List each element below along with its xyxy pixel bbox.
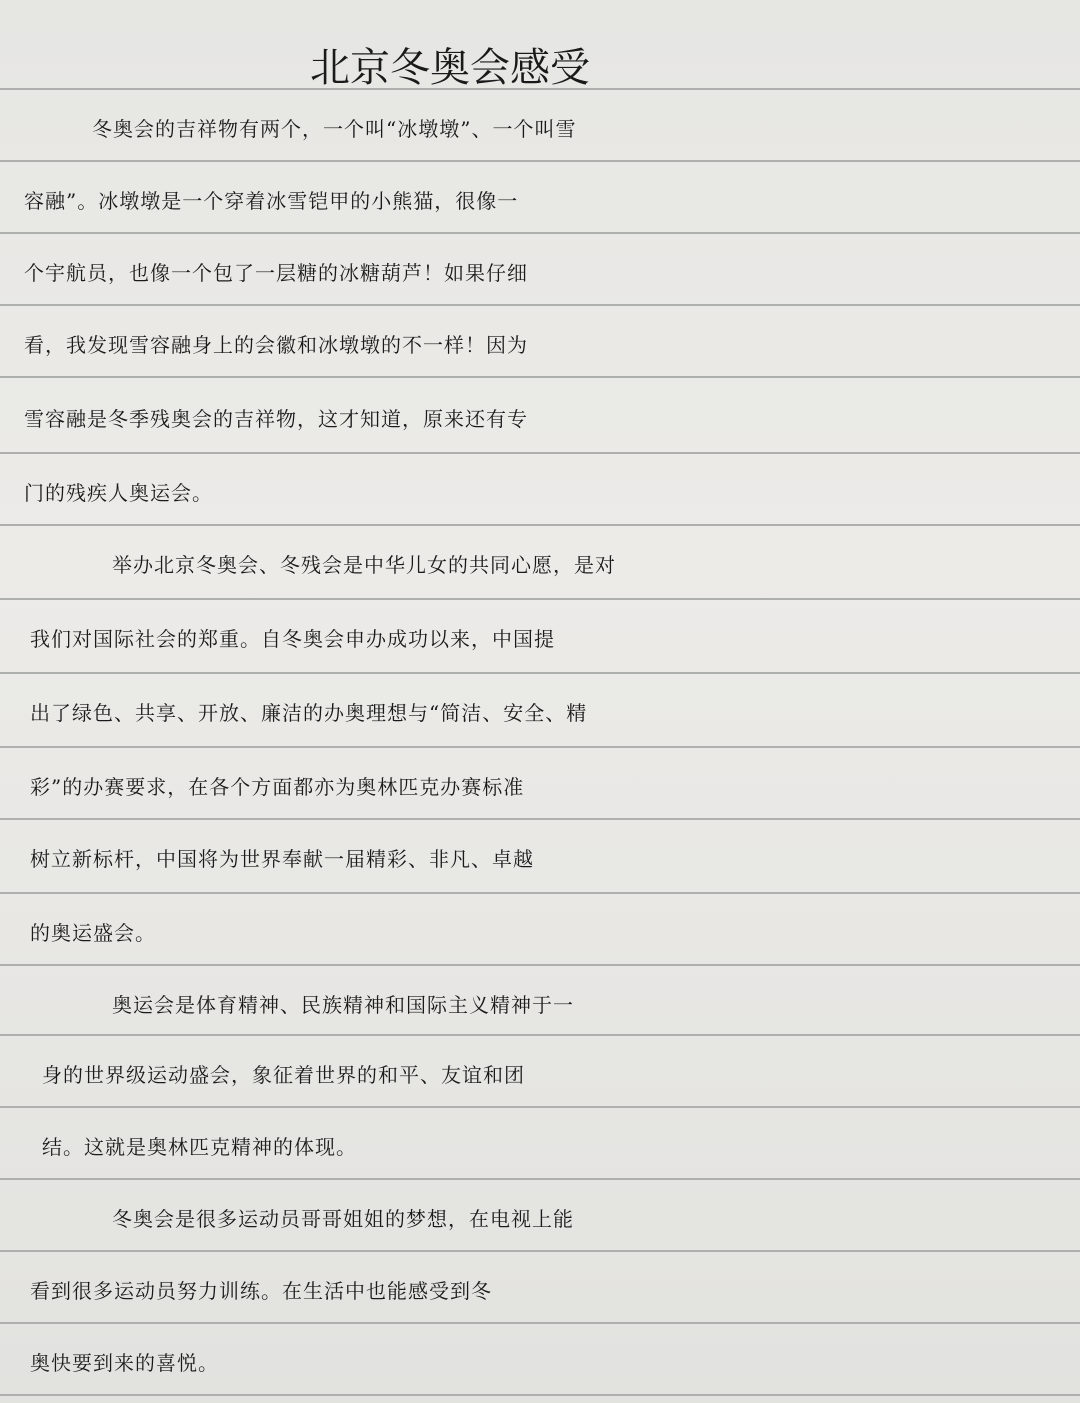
essay-line: 容融”。冰墩墩是一个穿着冰雪铠甲的小熊猫，很像一 — [24, 189, 519, 213]
essay-line: 奥快要到来的喜悦。 — [30, 1351, 219, 1375]
essay-line: 看到很多运动员努力训练。在生活中也能感受到冬 — [30, 1279, 492, 1303]
essay-line: 的奥运盛会。 — [30, 921, 156, 945]
essay-line: 个宇航员，也像一个包了一层糖的冰糖葫芦！如果仔细 — [24, 261, 528, 285]
essay-title: 北京冬奥会感受 — [310, 45, 590, 91]
essay-line: 冬奥会的吉祥物有两个，一个叫“冰墩墩”、一个叫雪 — [92, 117, 577, 141]
essay-line: 奥运会是体育精神、民族精神和国际主义精神于一 — [112, 993, 574, 1017]
essay-line: 彩”的办赛要求，在各个方面都亦为奥林匹克办赛标准 — [30, 775, 525, 799]
essay-line: 门的残疾人奥运会。 — [24, 481, 213, 505]
essay-line: 雪容融是冬季残奥会的吉祥物，这才知道，原来还有专 — [24, 407, 528, 431]
essay-line: 看，我发现雪容融身上的会徽和冰墩墩的不一样！因为 — [24, 333, 528, 357]
essay-line: 身的世界级运动盛会，象征着世界的和平、友谊和团 — [42, 1063, 525, 1087]
essay-line: 我们对国际社会的郑重。自冬奥会申办成功以来，中国提 — [30, 627, 555, 651]
essay-line: 树立新标杆，中国将为世界奉献一届精彩、非凡、卓越 — [30, 847, 534, 871]
essay-line: 出了绿色、共享、开放、廉洁的办奥理想与“简洁、安全、精 — [30, 701, 588, 725]
essay-line: 举办北京冬奥会、冬残会是中华儿女的共同心愿，是对 — [112, 553, 616, 577]
essay-line: 冬奥会是很多运动员哥哥姐姐的梦想，在电视上能 — [112, 1207, 574, 1231]
essay-line: 结。这就是奥林匹克精神的体现。 — [42, 1135, 357, 1159]
